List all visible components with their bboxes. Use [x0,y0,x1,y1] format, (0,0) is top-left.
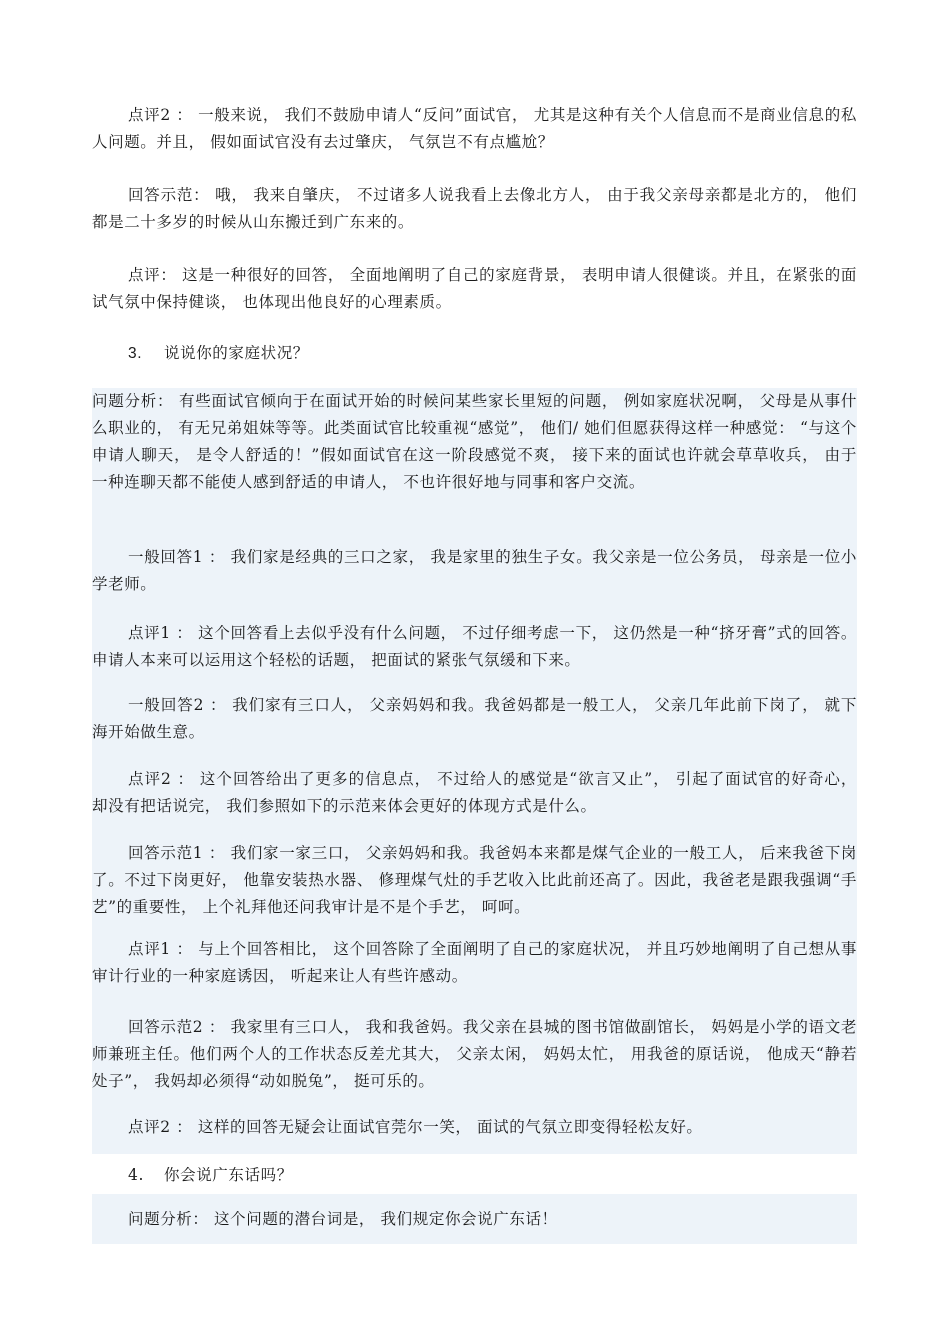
question-heading-3 [128,340,309,367]
question-heading-4 [128,1162,293,1189]
paragraph-question-analysis-4: 问题分析： 这个问题的潜台词是， 我们规定你会说广东话！ [92,1194,857,1244]
question-title-3: 说说你的家庭状况？ [164,344,309,362]
question-number-4: 4. [128,1166,144,1184]
paragraph-comment-1-sample: 点评1 ： 与上个回答相比， 这个回答除了全面阐明了自己的家庭状况， 并且巧妙地阐明了自己想从事审计行业的一种家庭诱因， 听起来让人有些许感动。 [92,932,857,1004]
question-title-4: 你会说广东话吗？ [164,1166,293,1184]
paragraph-comment-2-sample: 点评2 ： 这样的回答无疑会让面试官莞尔一笑， 面试的气氛立即变得轻松友好。 [92,1110,857,1154]
paragraph-comment-1: 点评1 ： 这个回答看上去似乎没有什么问题， 不过仔细考虑一下， 这仍然是一种“挤牙膏”式的回答。申请人本来可以运用这个轻松的话题， 把面试的紧张气氛缓和下来。 [92,604,857,684]
paragraph-general-answer-2: 一般回答2 ： 我们家有三口人， 父亲妈妈和我。我爸妈都是一般工人， 父亲几年此前下岗了， 就下海开始做生意。 [92,684,857,756]
question-number-3: 3. [128,345,143,362]
paragraph-sample-answer-2: 回答示范2 ： 我家里有三口人， 我和我爸妈。我父亲在县城的图书馆做副馆长， 妈妈是小学的语文老师兼班主任。他们两个人的工作状态反差尤其大， 父亲太闲， 妈妈太忙， 用我爸的原话说， 他成天“静若处子”， 我妈却必须得“动如脱兔”， 挺可乐的。 [92,1004,857,1110]
paragraph-sample-answer-1: 回答示范1 ： 我们家一家三口， 父亲妈妈和我。我爸妈本来都是煤气企业的一般工人， 后来我爸下岗了。不过下岗更好， 他靠安装热水器、 修理煤气灶的手艺收入比此前还高了。因此，我爸老是跟我强调“手艺”的重要性， 上个礼拜他还问我审计是不是个手艺， 呵呵。 [92,836,857,936]
paragraph-question-analysis-3: 问题分析： 有些面试官倾向于在面试开始的时候问某些家长里短的问题， 例如家庭状况啊， 父母是从事什么职业的， 有无兄弟姐妹等等。此类面试官比较重视“感觉”， 他们/ 她们但愿获得这样一种感觉： “与这个申请人聊天， 是令人舒适的！”假如面试官在这一阶段感觉不爽， 接下来的面试也许就会草草收兵， 由于一种连聊天都不能使人感到舒适的申请人， 不也许很好地与同事和客户交流。 [92,388,857,524]
paragraph-comment-intro: 点评： 这是一种很好的回答， 全面地阐明了自己的家庭背景， 表明申请人很健谈。并且，在紧张的面试气氛中保持健谈， 也体现出他良好的心理素质。 [92,266,857,311]
paragraph-comment-2-intro: 点评2 ： 一般来说， 我们不鼓励申请人“反问”面试官， 尤其是这种有关个人信息而不是商业信息的私人问题。并且， 假如面试官没有去过肇庆， 气氛岂不有点尴尬？ [92,106,857,151]
paragraph-comment-2: 点评2 ： 这个回答给出了更多的信息点， 不过给人的感觉是“欲言又止”， 引起了面试官的好奇心， 却没有把话说完， 我们参照如下的示范来体会更好的体现方式是什么。 [92,756,857,836]
paragraph-sample-answer-intro: 回答示范： 哦， 我来自肇庆， 不过诸多人说我看上去像北方人， 由于我父亲母亲都是北方的， 他们都是二十多岁的时候从山东搬迁到广东来的。 [92,186,857,231]
paragraph-general-answer-1: 一般回答1 ： 我们家是经典的三口之家， 我是家里的独生子女。我父亲是一位公务员， 母亲是一位小学老师。 [92,524,857,624]
